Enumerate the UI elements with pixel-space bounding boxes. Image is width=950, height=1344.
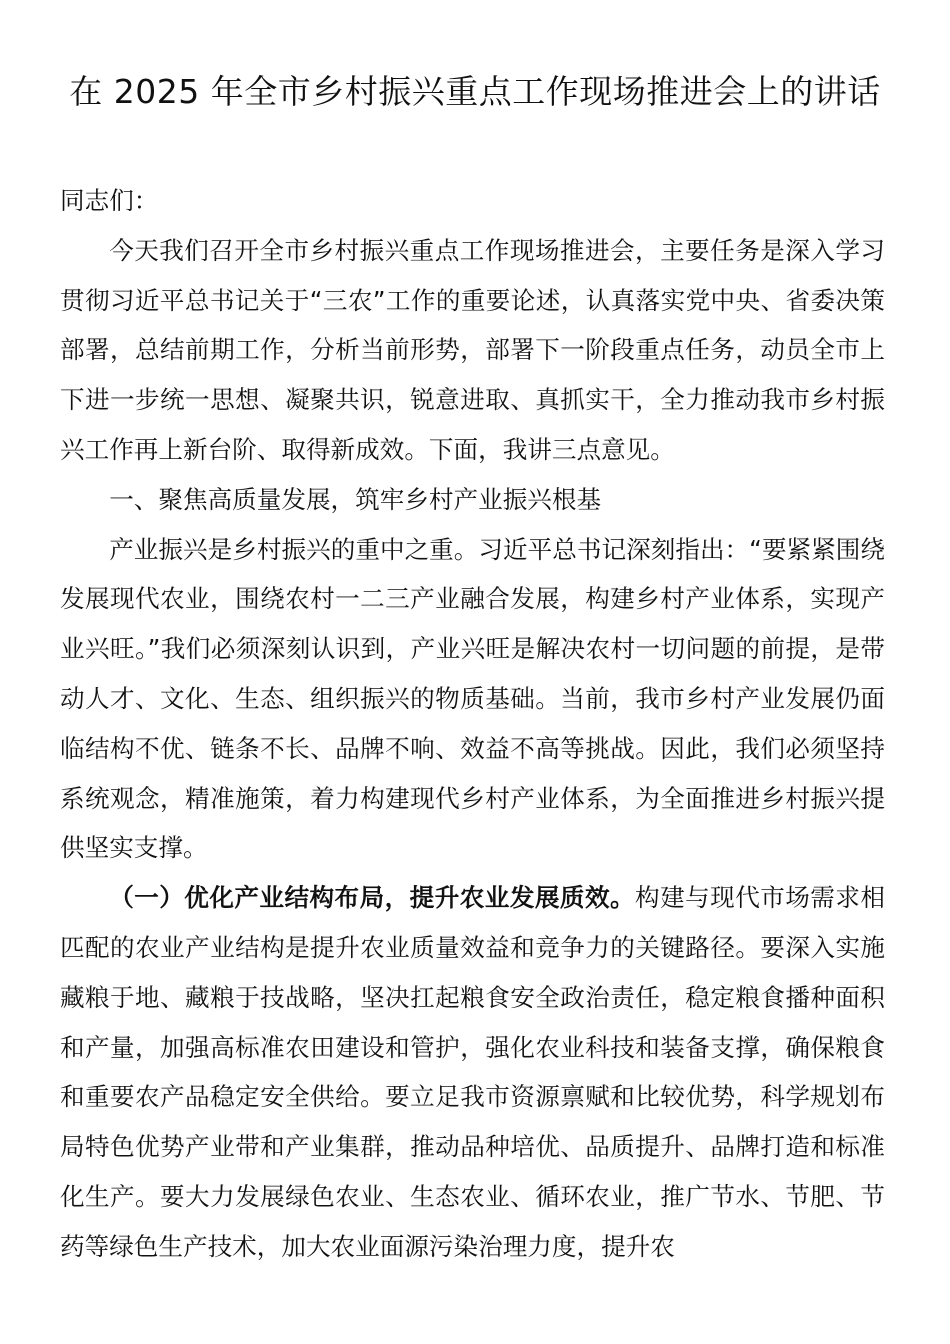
subsection-1-body: 构建与现代市场需求相匹配的农业产业结构是提升农业质量效益和竞争力的关键路径。要深入实施藏粮于地、藏粮于技战略，坚决扛起粮食安全政治责任，稳定粮食播种面积和产量，加强高标准农田建设和管护，强化农业科技和装备支撑，确保粮食和重要农产品稳定安全供给。要立足我市资源禀赋和比较优势，科学规划布局特色优势产业带和产业集群，推动品种培优、品质提升、品牌打造和标准化生产。要大力发展绿色农业、生态农业、循环农业，推广节水、节肥、节药等绿色生产技术，加大农业面源污染治理力度，提升农 [60,883,885,1261]
intro-paragraph: 今天我们召开全市乡村振兴重点工作现场推进会，主要任务是深入学习贯彻习近平总书记关于“三农”工作的重要论述，认真落实党中央、省委决策部署，总结前期工作，分析当前形势，部署下一阶段重点任务，动员全市上下进一步统一思想、凝聚共识，锐意进取、真抓实干，全力推动我市乡村振兴工作再上新台阶、取得新成效。下面，我讲三点意见。 [60,235,885,464]
section-1-paragraph: 产业振兴是乡村振兴的重中之重。习近平总书记深刻指出：“要紧紧围绕发展现代农业，围绕农村一二三产业融合发展，构建乡村产业体系，实现产业兴旺。”我们必须深刻认识到，产业兴旺是解决农村一切问题的前提，是带动人才、文化、生态、组织振兴的物质基础。当前，我市乡村产业发展仍面临结构不优、链条不长、品牌不响、效益不高等挑战。因此，我们必须坚持系统观念，精准施策，着力构建现代乡村产业体系，为全面推进乡村振兴提供坚实支撑。 [60,534,885,863]
section-heading-1: 一、聚焦高质量发展，筑牢乡村产业振兴根基 [109,484,602,514]
subsection-1-heading: （一）优化产业结构布局，提升农业发展质效。 [109,883,636,913]
document-body [60,176,885,1272]
salutation: 同志们： [60,186,159,215]
document-title: 在 2025 年全市乡村振兴重点工作现场推进会上的讲话 [69,72,881,111]
subsection-1-paragraph [60,873,885,1271]
